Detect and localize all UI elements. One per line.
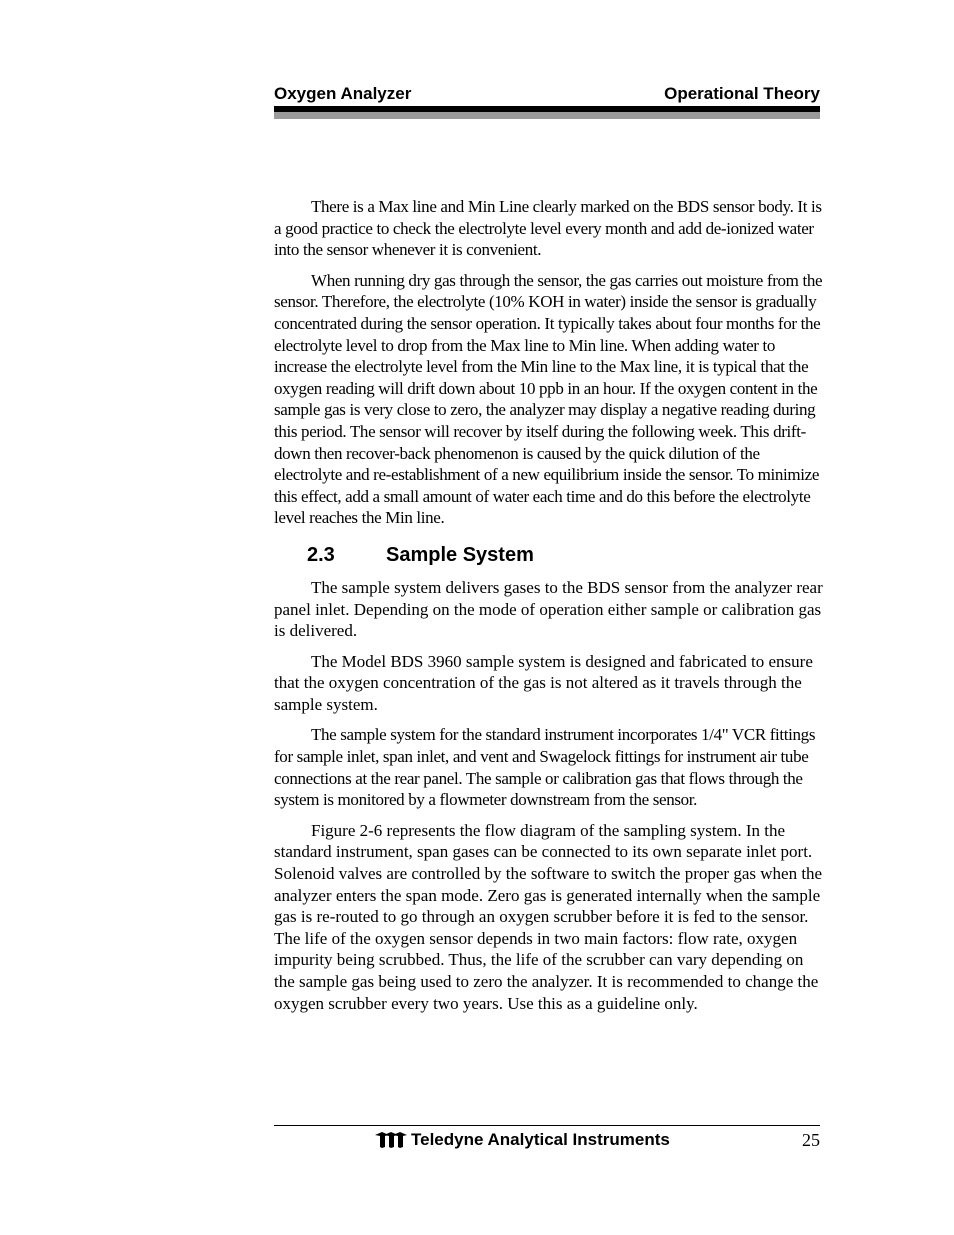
- header-chapter-title: Operational Theory: [664, 84, 820, 103]
- page-body: [274, 196, 826, 1023]
- paragraph-dry-gas: When running dry gas through the sensor, the gas carries out moisture from the sensor. Therefore, the electrolyte (10% KOH in water) inside the sensor is gradually concentrated during the sensor operation. It typically takes about four months for the electrolyte level to drop from the Max line to Min line. When adding water to increase the electrolyte level from the Min line to the Max line, it is typical that the oxygen reading will drift down about 10 ppb in an hour. If the oxygen content in the sample gas is very close to zero, the analyzer may display a negative reading during this period. The sensor will recover by itself during the following week. This drift-down then recover-back phenomenon is caused by the quick dilution of the electrolyte and re-establishment of a new equilibrium inside the sensor. To minimize this effect, add a small amount of water each time and do this before the electrolyte level reaches the Min line.: [274, 270, 823, 528]
- footer-company-name: Teledyne Analytical Instruments: [411, 1130, 670, 1149]
- section-title: Sample System: [386, 543, 534, 566]
- page-number: 25: [802, 1130, 820, 1150]
- header-document-title: Oxygen Analyzer: [274, 84, 412, 103]
- paragraph-sample-system-intro: The sample system delivers gases to the BDS sensor from the analyzer rear panel inlet. Depending on the mode of operation either sample or calibration gas is delivered.: [274, 577, 823, 641]
- teledyne-logo-icon: [374, 1131, 408, 1149]
- paragraph-flow-diagram: Figure 2-6 represents the flow diagram of the sampling system. In the standard instrument, span gases can be connected to its own separate inlet port. Solenoid valves are controlled by the software to switch the proper gas when the analyzer enters the span mode. Zero gas is generated internally when the sample gas is re-routed to go through an oxygen scrubber before it is fed to the sensor. The life of the oxygen sensor depends in two main factors: flow rate, oxygen impurity being scrubbed. Thus, the life of the scrubber can vary depending on the sample gas being used to zero the analyzer. It is recommended to change the oxygen scrubber every two years. Use this as a guideline only.: [274, 820, 823, 1013]
- header-rule-grey: [274, 112, 820, 119]
- section-number: 2.3: [307, 543, 335, 566]
- paragraph-fittings: The sample system for the standard instrument incorporates 1/4" VCR fittings for sample inlet, span inlet, and vent and Swagelock fittings for instrument air tube connections at the rear panel. The sample or calibration gas that flows through the system is monitored by a flowmeter downstream from the sensor.: [274, 725, 816, 810]
- section-heading: [274, 543, 826, 567]
- footer-rule: [274, 1125, 820, 1126]
- page-footer: [274, 1128, 820, 1154]
- page-header: [274, 84, 820, 106]
- paragraph-max-min-line: There is a Max line and Min Line clearly marked on the BDS sensor body. It is a good practice to check the electrolyte level every month and add de-ionized water into the sensor whenever it is convenient.: [274, 197, 822, 260]
- paragraph-model-bds-3960: The Model BDS 3960 sample system is designed and fabricated to ensure that the oxygen concentration of the gas is not altered as it travels through the sample system.: [274, 651, 813, 714]
